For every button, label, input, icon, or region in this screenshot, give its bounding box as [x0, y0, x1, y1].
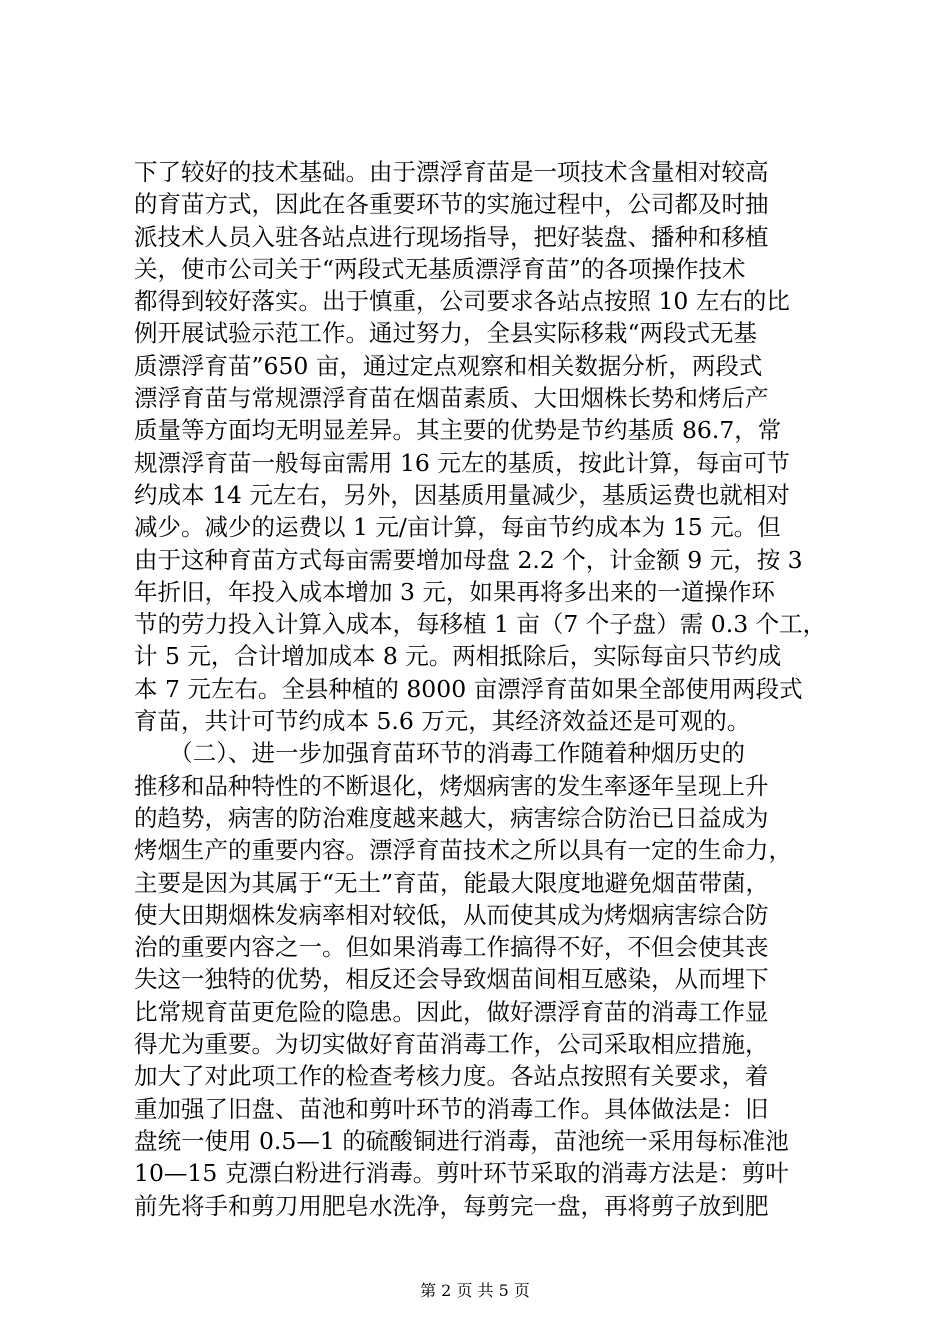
text-line: 得尤为重要。为切实做好育苗消毒工作，公司采取相应措施，	[134, 1030, 769, 1059]
text-line: 加大了对此项工作的检查考核力度。各站点按照有关要求，着	[134, 1062, 769, 1091]
text-line: 重加强了旧盘、苗池和剪叶环节的消毒工作。具体做法是：旧	[134, 1094, 769, 1123]
text-line: 质漂浮育苗”650 亩，通过定点观察和相关数据分析，两段式	[134, 351, 763, 380]
text-line: 派技术人员入驻各站点进行现场指导，把好装盘、播种和移植	[134, 222, 769, 251]
text-line: 的育苗方式，因此在各重要环节的实施过程中，公司都及时抽	[134, 190, 769, 219]
text-line: 失这一独特的优势，相反还会导致烟苗间相互感染，从而埋下	[134, 965, 769, 994]
text-line: 约成本 14 元左右，另外，因基质用量减少，基质运费也就相对	[134, 480, 790, 509]
text-line: 由于这种育苗方式每亩需要增加母盘 2.2 个，计金额 9 元，按 3	[134, 545, 803, 574]
page-footer	[0, 1281, 950, 1301]
text-line: 例开展试验示范工作。通过努力，全县实际移栽“两段式无基	[134, 319, 758, 348]
text-line: 节的劳力投入计算入成本，每移植 1 亩（7 个子盘）需 0.3 个工，	[134, 610, 827, 639]
text-line: 规漂浮育苗一般每亩需用 16 元左的基质，按此计算，每亩可节	[134, 448, 790, 477]
text-line: 推移和品种特性的不断退化，烤烟病害的发生率逐年呈现上升	[134, 771, 769, 800]
text-line: 烤烟生产的重要内容。漂浮育苗技术之所以具有一定的生命力，	[134, 836, 792, 865]
text-line: 比常规育苗更危险的隐患。因此，做好漂浮育苗的消毒工作显	[134, 997, 769, 1026]
text-line: 10—15 克漂白粉进行消毒。剪叶环节采取的消毒方法是：剪叶	[134, 1159, 789, 1188]
text-line: 都得到较好落实。出于慎重，公司要求各站点按照 10 左右的比	[134, 287, 790, 316]
page-number: 第 2 页 共 5 页	[420, 1281, 530, 1300]
text-line: 关，使市公司关于“两段式无基质漂浮育苗”的各项操作技术	[134, 254, 746, 283]
text-line: 治的重要内容之一。但如果消毒工作搞得不好，不但会使其丧	[134, 933, 769, 962]
text-line: 减少。减少的运费以 1 元/亩计算，每亩节约成本为 15 元。但	[134, 513, 781, 542]
text-line: 前先将手和剪刀用肥皂水洗净，每剪完一盘，再将剪子放到肥	[134, 1191, 769, 1220]
text-line: 育苗，共计可节约成本 5.6 万元，其经济效益还是可观的。	[134, 707, 751, 736]
text-line: 漂浮育苗与常规漂浮育苗在烟苗素质、大田烟株长势和烤后产	[134, 384, 769, 413]
text-line: 下了较好的技术基础。由于漂浮育苗是一项技术含量相对较高	[134, 158, 769, 186]
body-text	[134, 156, 834, 1222]
text-line: 使大田期烟株发病率相对较低，从而使其成为烤烟病害综合防	[134, 900, 769, 929]
text-line: 的趋势，病害的防治难度越来越大，病害综合防治已日益成为	[134, 803, 769, 832]
text-line: 本 7 元左右。全县种植的 8000 亩漂浮育苗如果全部使用两段式	[134, 674, 803, 703]
text-line: 质量等方面均无明显差异。其主要的优势是节约基质 86.7，常	[134, 416, 782, 445]
text-line: （二）、进一步加强育苗环节的消毒工作随着种烟历史的	[134, 739, 745, 768]
text-line: 年折旧，年投入成本增加 3 元，如果再将多出来的一道操作环	[134, 577, 775, 606]
text-line: 计 5 元，合计增加成本 8 元。两相抵除后，实际每亩只节约成	[134, 642, 782, 671]
text-line: 主要是因为其属于“无土”育苗，能最大限度地避免烟苗带菌，	[134, 868, 770, 897]
text-line: 盘统一使用 0.5—1 的硫酸铜进行消毒，苗池统一采用每标准池	[134, 1126, 789, 1155]
